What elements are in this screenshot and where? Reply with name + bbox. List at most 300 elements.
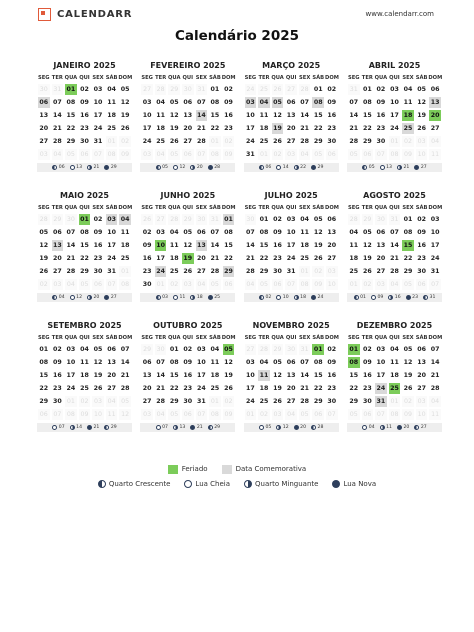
weekday-label: SEX: [195, 334, 207, 341]
weekday-label: DOM: [118, 204, 133, 211]
moon-phase-day: 21: [93, 425, 100, 430]
day-cell: 15: [210, 112, 220, 119]
first-quarter-moon-icon: [104, 425, 109, 430]
legend-commemorative-label: Data Comemorativa: [235, 465, 307, 473]
moon-phase-day: 10: [282, 295, 289, 300]
last-quarter-moon-icon: [244, 480, 252, 488]
day-cell: 11: [259, 112, 269, 119]
moon-phase-day: 12: [282, 425, 289, 430]
day-cell: 21: [210, 255, 220, 262]
adjacent-month-day: 02: [404, 138, 413, 145]
moon-phase: [294, 425, 306, 430]
weekday-label: QUA: [64, 204, 78, 211]
header: [38, 6, 434, 24]
weekday-label: QUI: [285, 74, 297, 81]
weekday-label: SÁB: [105, 334, 118, 341]
day-cell: 04: [107, 86, 116, 93]
weekday-label: TER: [361, 334, 373, 341]
first-quarter-moon-icon: [362, 165, 367, 170]
day-cell: 09: [93, 229, 103, 236]
day-cell: 17: [142, 125, 152, 132]
day-cell: 23: [417, 255, 426, 262]
adjacent-month-day: 06: [314, 411, 323, 418]
moon-phases-bar: [140, 163, 235, 172]
day-cell: 30: [93, 268, 103, 275]
day-cell: 16: [327, 372, 337, 379]
day-cell: 18: [210, 372, 220, 379]
moon-phase-day: 20: [93, 295, 100, 300]
moon-phases-bar: [37, 423, 132, 432]
day-cell: 23: [273, 255, 282, 262]
adjacent-month-day: 29: [273, 346, 282, 353]
day-cell: 25: [156, 138, 166, 145]
day-cell: 05: [417, 86, 426, 93]
day-cell: 19: [224, 372, 233, 379]
weekday-label: QUA: [64, 334, 78, 341]
moon-phases-bar: [244, 423, 339, 432]
month-calendar: [347, 190, 442, 302]
day-cell: 23: [224, 125, 233, 132]
moon-phase: [173, 295, 185, 300]
day-cell: 21: [66, 255, 76, 262]
holiday-day: 01: [66, 86, 76, 93]
day-cell: 09: [327, 99, 337, 106]
day-cell: 31: [286, 268, 296, 275]
adjacent-month-day: 24: [246, 86, 255, 93]
adjacent-month-day: 12: [121, 411, 130, 418]
weekday-label: SEX: [402, 334, 414, 341]
new-moon-icon: [104, 295, 109, 300]
weekday-label: QUA: [167, 204, 181, 211]
weekday-label: SEX: [195, 74, 207, 81]
first-quarter-moon-icon: [259, 165, 264, 170]
day-cell: 21: [349, 125, 359, 132]
moon-phase-day: 13: [386, 165, 392, 170]
weekday-label: SEG: [244, 334, 257, 341]
commemorative-day: 24: [156, 268, 166, 275]
month-calendar: [37, 190, 132, 302]
weekday-label: SEG: [347, 74, 360, 81]
legend-commemorative: [222, 465, 307, 474]
day-cell: 28: [349, 138, 359, 145]
full-moon-icon: [70, 165, 75, 170]
day-cell: 08: [169, 359, 179, 366]
day-cell: 05: [120, 86, 130, 93]
day-cell: 03: [286, 216, 296, 223]
last-quarter-moon-icon: [87, 165, 92, 170]
day-cell: 14: [52, 112, 62, 119]
adjacent-month-day: 08: [107, 151, 116, 158]
day-cell: 27: [39, 138, 49, 145]
weekday-label: TER: [258, 204, 270, 211]
day-cell: 02: [142, 229, 152, 236]
day-cell: 09: [327, 359, 337, 366]
day-cell: 15: [224, 242, 233, 249]
day-cell: 22: [313, 385, 323, 392]
commemorative-day: 03: [246, 99, 255, 106]
day-cell: 16: [327, 112, 337, 119]
adjacent-month-day: 04: [197, 281, 206, 288]
moon-phase: [311, 165, 323, 170]
adjacent-month-day: 08: [66, 411, 75, 418]
moon-phase-day: 23: [412, 295, 419, 300]
day-cell: 23: [80, 125, 89, 132]
day-cell: 23: [362, 385, 372, 392]
day-cell: 11: [169, 242, 179, 249]
day-cell: 14: [120, 359, 130, 366]
day-cell: 21: [300, 125, 310, 132]
moon-phases-bar: [140, 293, 235, 302]
adjacent-month-day: 05: [170, 151, 179, 158]
day-cell: 10: [286, 229, 296, 236]
adjacent-month-day: 27: [246, 346, 255, 353]
adjacent-month-day: 02: [259, 411, 268, 418]
holiday-day: 10: [156, 242, 166, 249]
day-cell: 30: [376, 138, 386, 145]
new-moon-icon: [294, 425, 299, 430]
day-cell: 15: [39, 372, 49, 379]
moon-phase: [208, 425, 220, 430]
adjacent-month-day: 01: [246, 411, 255, 418]
day-cell: 01: [259, 216, 269, 223]
day-cell: 20: [39, 125, 49, 132]
holiday-day: 08: [349, 359, 359, 366]
adjacent-month-day: 07: [431, 281, 440, 288]
commemorative-day: 13: [430, 99, 440, 106]
adjacent-month-day: 04: [287, 411, 296, 418]
moon-phase: [259, 165, 271, 170]
day-cell: 24: [196, 385, 206, 392]
weekday-label: TER: [155, 204, 167, 211]
full-moon-icon: [362, 425, 367, 430]
adjacent-month-day: 29: [363, 216, 372, 223]
commemorative-day: 08: [313, 99, 323, 106]
adjacent-month-day: 26: [273, 86, 282, 93]
adjacent-month-day: 05: [314, 151, 323, 158]
moon-phase: [70, 425, 82, 430]
adjacent-month-day: 03: [183, 281, 192, 288]
moon-phase-day: 09: [377, 295, 384, 300]
day-cell: 19: [403, 372, 413, 379]
adjacent-month-day: 04: [300, 151, 309, 158]
day-cell: 01: [169, 346, 179, 353]
adjacent-month-day: 01: [210, 138, 219, 145]
day-cell: 20: [107, 372, 116, 379]
day-cell: 29: [403, 268, 413, 275]
commemorative-day: 19: [273, 125, 282, 132]
adjacent-month-day: 07: [376, 151, 385, 158]
day-cell: 18: [156, 125, 166, 132]
day-cell: 26: [120, 125, 130, 132]
day-cell: 07: [52, 99, 62, 106]
month-row: [37, 60, 442, 172]
weekday-label: QUA: [271, 204, 284, 211]
day-cell: 24: [66, 385, 76, 392]
day-cell: 14: [300, 372, 310, 379]
day-cell: 16: [362, 372, 372, 379]
day-cell: 17: [107, 242, 116, 249]
weekday-label: SÁB: [312, 334, 325, 341]
day-cell: 08: [39, 359, 49, 366]
moon-phase: [294, 165, 306, 170]
day-cell: 17: [246, 125, 255, 132]
moon-phase: [190, 425, 202, 430]
first-quarter-moon-icon: [208, 425, 213, 430]
day-cell: 27: [376, 268, 386, 275]
moon-phase-day: 04: [368, 425, 375, 430]
day-cell: 05: [183, 229, 193, 236]
day-cell: 13: [286, 112, 296, 119]
day-cell: 14: [300, 112, 310, 119]
day-cell: 15: [259, 242, 269, 249]
weekday-label: SEG: [244, 204, 257, 211]
adjacent-month-day: 04: [431, 138, 440, 145]
day-cell: 17: [430, 242, 440, 249]
weekday-label: TER: [51, 204, 63, 211]
moon-phases-bar: [140, 423, 235, 432]
day-cell: 09: [183, 359, 193, 366]
day-cell: 30: [80, 138, 89, 145]
moon-phases-bar: [347, 163, 442, 172]
moon-phase: [371, 295, 383, 300]
day-cell: 07: [300, 359, 310, 366]
weekday-label: TER: [258, 334, 270, 341]
weekday-label: SEX: [195, 204, 207, 211]
adjacent-month-day: 04: [246, 281, 255, 288]
day-cell: 02: [327, 86, 337, 93]
new-moon-icon: [414, 165, 419, 170]
day-cell: 23: [52, 385, 62, 392]
day-cell: 06: [376, 229, 386, 236]
day-cell: 03: [66, 346, 76, 353]
day-cell: 12: [120, 99, 130, 106]
weekday-label: SEX: [92, 204, 104, 211]
day-grid: [347, 213, 442, 291]
adjacent-month-day: 29: [143, 346, 152, 353]
weekday-label: SEX: [299, 74, 311, 81]
adjacent-month-day: 03: [287, 151, 296, 158]
moon-phase: [156, 425, 168, 430]
adjacent-month-day: 08: [300, 281, 309, 288]
day-grid: [37, 83, 132, 161]
brand-logo[interactable]: [38, 8, 132, 21]
day-cell: 22: [169, 385, 179, 392]
weekday-label: QUA: [374, 204, 388, 211]
adjacent-month-day: 30: [197, 216, 206, 223]
day-cell: 02: [362, 346, 372, 353]
weekday-header: [244, 202, 339, 213]
adjacent-month-day: 10: [417, 411, 426, 418]
day-cell: 21: [120, 372, 130, 379]
day-cell: 03: [196, 346, 206, 353]
weekday-header: [140, 202, 235, 213]
day-cell: 06: [142, 359, 152, 366]
day-cell: 06: [107, 346, 116, 353]
day-cell: 01: [403, 216, 413, 223]
weekday-label: SEG: [38, 334, 50, 341]
adjacent-month-day: 29: [170, 86, 179, 93]
moon-phase: [294, 295, 306, 300]
first-quarter-moon-icon: [311, 425, 316, 430]
weekday-label: SÁB: [415, 334, 428, 341]
weekday-header: [347, 202, 442, 213]
day-cell: 12: [273, 112, 282, 119]
moon-phase-day: 14: [76, 425, 82, 430]
day-cell: 18: [259, 125, 269, 132]
moon-phase-day: 28: [214, 165, 221, 170]
adjacent-month-day: 01: [390, 138, 399, 145]
day-cell: 14: [390, 242, 399, 249]
day-cell: 26: [39, 268, 49, 275]
commemorative-swatch: [222, 465, 232, 474]
month-calendar: [347, 320, 442, 432]
weekday-label: SÁB: [415, 204, 428, 211]
moon-phase-day: 20: [403, 425, 410, 430]
adjacent-month-day: 02: [121, 138, 130, 145]
day-cell: 06: [327, 216, 337, 223]
day-cell: 19: [93, 372, 103, 379]
moon-phase-day: 11: [386, 425, 392, 430]
day-grid: [347, 83, 442, 161]
full-moon-icon: [70, 295, 75, 300]
adjacent-month-day: 10: [417, 151, 426, 158]
day-cell: 18: [349, 255, 359, 262]
adjacent-month-day: 28: [300, 86, 309, 93]
year-calendar-grid: [37, 60, 442, 450]
day-cell: 30: [327, 398, 337, 405]
day-cell: 25: [107, 125, 116, 132]
adjacent-month-day: 09: [121, 151, 130, 158]
day-cell: 07: [430, 346, 440, 353]
day-cell: 04: [169, 229, 179, 236]
day-cell: 28: [156, 398, 166, 405]
weekday-label: SEX: [402, 74, 414, 81]
adjacent-month-day: 02: [170, 281, 179, 288]
day-cell: 16: [273, 242, 282, 249]
day-cell: 15: [169, 372, 179, 379]
day-cell: 04: [259, 359, 269, 366]
day-cell: 20: [417, 372, 426, 379]
adjacent-month-day: 08: [210, 411, 219, 418]
adjacent-month-day: 05: [300, 411, 309, 418]
day-cell: 11: [390, 359, 399, 366]
adjacent-month-day: 29: [53, 216, 62, 223]
last-quarter-moon-icon: [294, 165, 299, 170]
day-cell: 26: [183, 268, 193, 275]
day-cell: 10: [246, 112, 255, 119]
adjacent-month-day: 07: [197, 411, 206, 418]
adjacent-month-day: 05: [210, 281, 219, 288]
first-quarter-moon-icon: [156, 165, 161, 170]
day-cell: 20: [142, 385, 152, 392]
adjacent-month-day: 01: [210, 398, 219, 405]
day-cell: 29: [362, 138, 372, 145]
adjacent-month-day: 06: [224, 281, 233, 288]
day-cell: 28: [52, 138, 62, 145]
day-cell: 31: [246, 151, 255, 158]
adjacent-month-day: 28: [259, 346, 268, 353]
holiday-day: 25: [390, 385, 399, 392]
weekday-label: QUI: [285, 334, 297, 341]
moon-phases-bar: [244, 163, 339, 172]
adjacent-month-day: 04: [431, 398, 440, 405]
day-cell: 19: [362, 255, 372, 262]
day-cell: 24: [107, 255, 116, 262]
adjacent-month-day: 03: [376, 281, 385, 288]
day-cell: 30: [183, 398, 193, 405]
day-cell: 15: [313, 372, 323, 379]
adjacent-month-day: 04: [107, 398, 116, 405]
day-cell: 14: [156, 372, 166, 379]
day-cell: 26: [403, 385, 413, 392]
adjacent-month-day: 05: [349, 411, 358, 418]
adjacent-month-day: 30: [246, 216, 255, 223]
last-quarter-moon-icon: [388, 295, 393, 300]
day-cell: 29: [313, 398, 323, 405]
adjacent-month-day: 04: [156, 151, 165, 158]
adjacent-month-day: 05: [349, 151, 358, 158]
moon-phase-day: 25: [214, 295, 221, 300]
adjacent-month-day: 03: [39, 151, 48, 158]
full-moon-icon: [52, 425, 57, 430]
adjacent-month-day: 01: [390, 398, 399, 405]
day-cell: 19: [313, 242, 323, 249]
commemorative-day: 24: [376, 385, 386, 392]
moon-phase-day: 05: [265, 425, 272, 430]
adjacent-month-day: 06: [183, 151, 192, 158]
day-cell: 12: [224, 359, 233, 366]
site-url[interactable]: www.calendarr.com: [365, 10, 434, 18]
adjacent-month-day: 09: [224, 411, 233, 418]
adjacent-month-day: 08: [390, 411, 399, 418]
day-cell: 29: [313, 138, 323, 145]
weekday-header: [140, 332, 235, 343]
moon-phase-day: 21: [196, 425, 203, 430]
moon-phase-day: 22: [300, 165, 307, 170]
commemorative-day: 13: [196, 242, 206, 249]
full-moon-icon: [259, 425, 264, 430]
adjacent-month-day: 31: [349, 86, 358, 93]
first-quarter-moon-icon: [354, 295, 359, 300]
day-cell: 04: [300, 216, 310, 223]
day-cell: 14: [66, 242, 76, 249]
moon-phase: [311, 295, 323, 300]
day-cell: 06: [183, 99, 193, 106]
day-cell: 05: [403, 346, 413, 353]
day-grid: [244, 343, 339, 421]
day-cell: 03: [93, 86, 103, 93]
day-cell: 23: [183, 385, 193, 392]
full-moon-icon: [173, 295, 178, 300]
legend-holiday: [168, 465, 208, 474]
weekday-label: DOM: [428, 204, 443, 211]
day-cell: 17: [376, 372, 386, 379]
day-cell: 11: [210, 359, 220, 366]
moon-phase-day: 21: [93, 165, 100, 170]
commemorative-day: 25: [403, 125, 413, 132]
moon-phase-day: 12: [179, 165, 186, 170]
first-quarter-moon-icon: [98, 480, 106, 488]
day-cell: 24: [246, 138, 255, 145]
moon-phase: [190, 295, 202, 300]
weekday-label: TER: [51, 74, 63, 81]
day-cell: 11: [120, 229, 130, 236]
day-cell: 17: [156, 255, 166, 262]
moon-phase-day: 13: [76, 165, 82, 170]
day-cell: 22: [362, 125, 372, 132]
day-cell: 04: [210, 346, 220, 353]
day-cell: 27: [196, 268, 206, 275]
